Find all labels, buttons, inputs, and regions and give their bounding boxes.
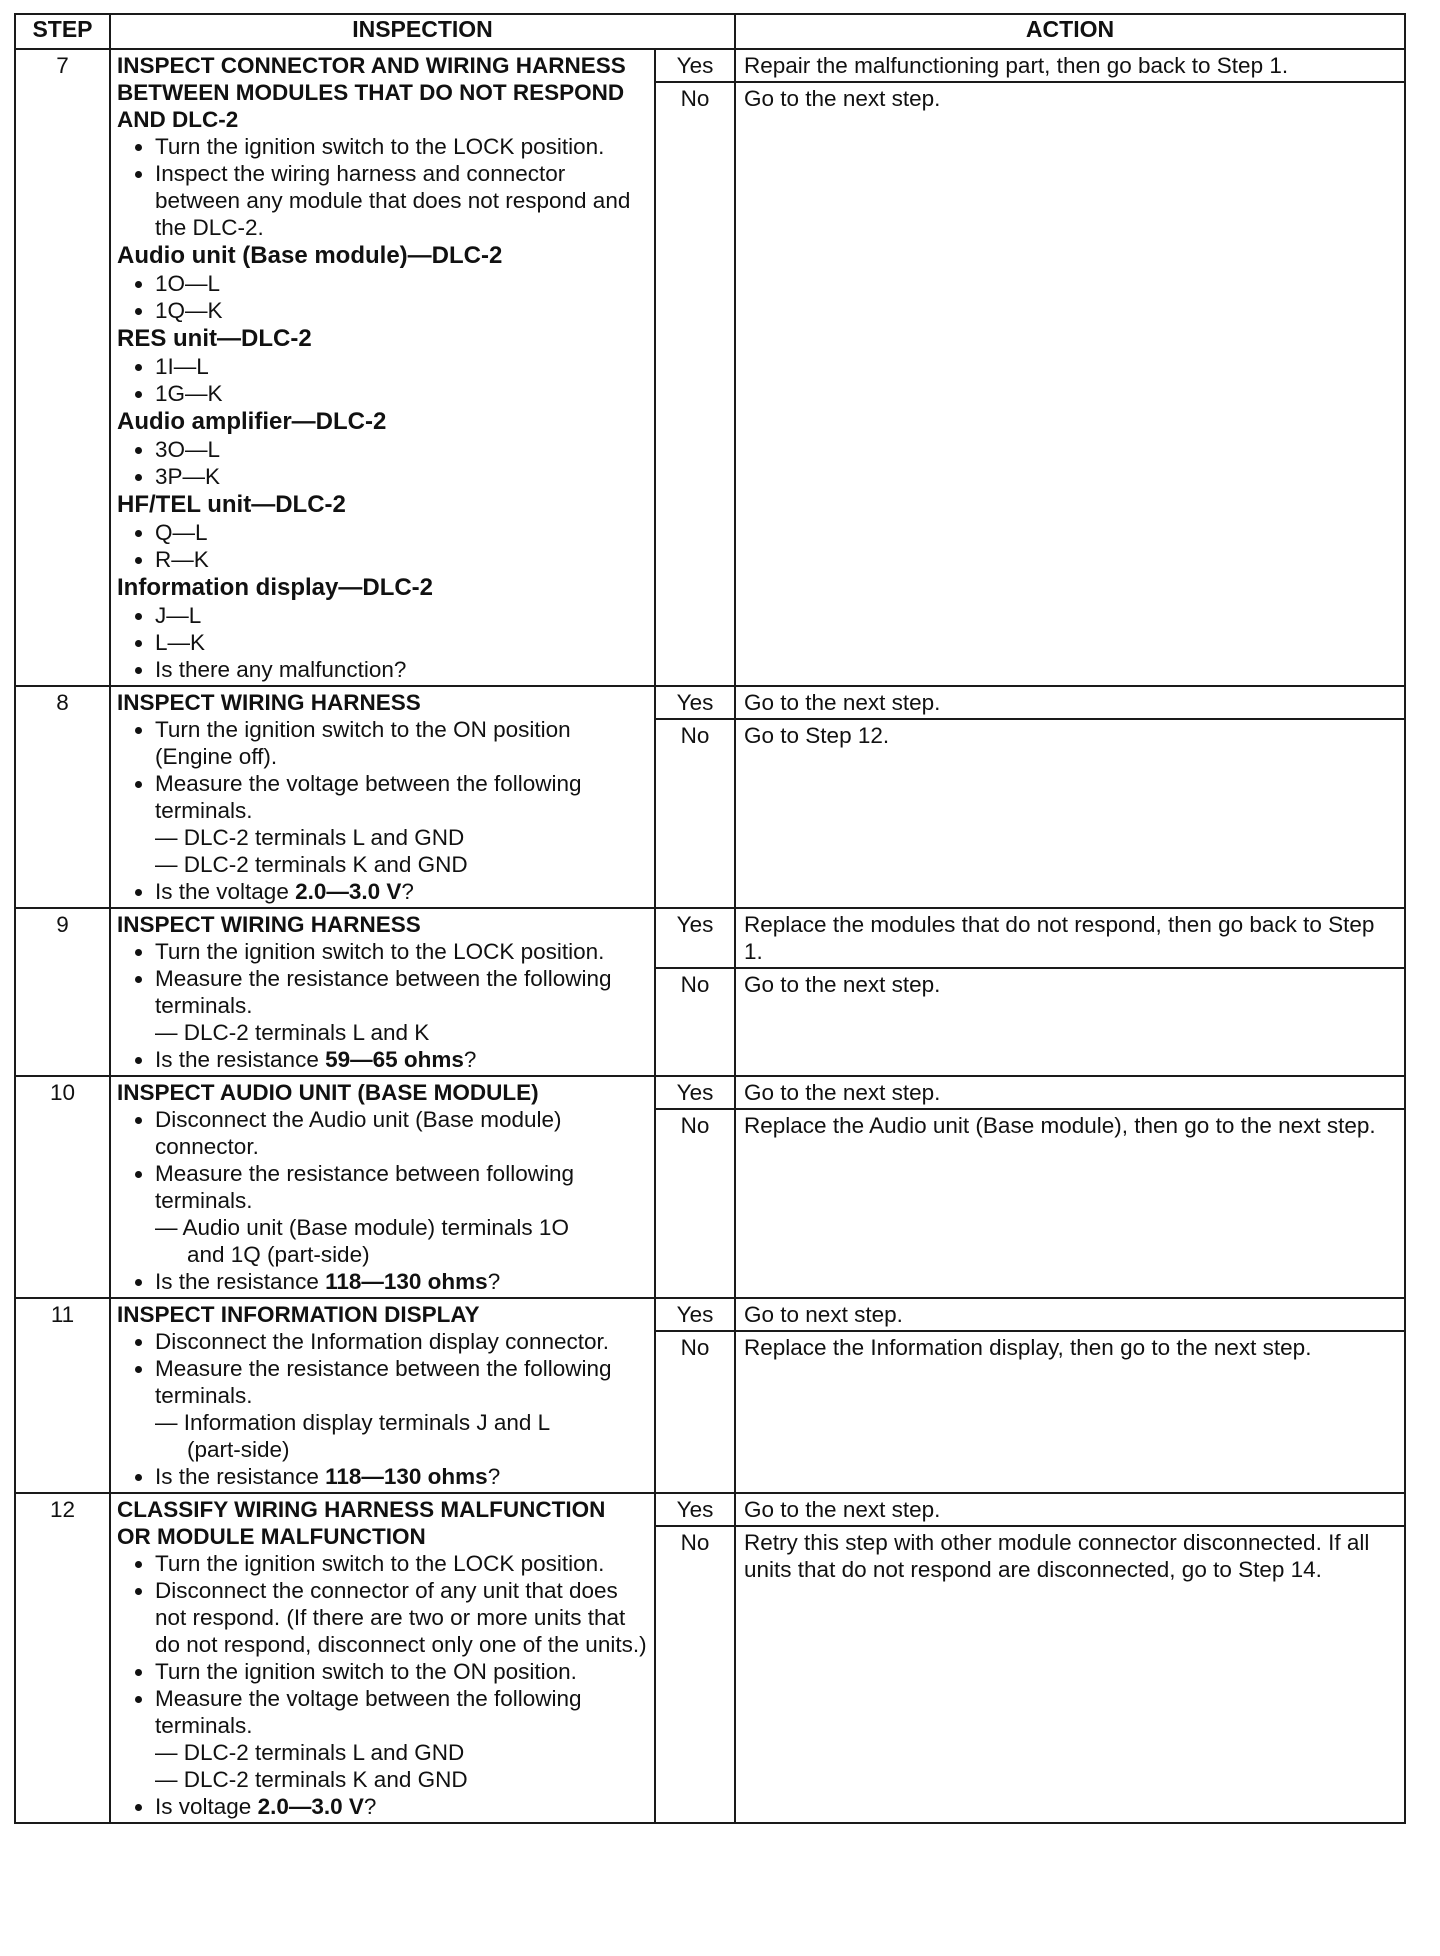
bullet-list (117, 1328, 648, 1490)
bullet-item: • Turn the ignition switch to the LOCK position. (155, 1550, 648, 1577)
step-7-yes-row (15, 49, 1405, 82)
yes-action: Repair the malfunctioning part, then go back to Step 1. (735, 49, 1405, 82)
step-9-yes-row (15, 908, 1405, 968)
bullet-item: • Disconnect the Information display connector. (155, 1328, 648, 1355)
bullet-item: • Turn the ignition switch to the ON position. (155, 1658, 648, 1685)
bullet-text: Measure the voltage between the following terminals. (155, 1686, 582, 1738)
yes-label: Yes (655, 49, 735, 82)
no-label: No (655, 1109, 735, 1298)
question-item (155, 878, 648, 905)
bullet-item: • 3O—L (155, 436, 648, 463)
no-label: No (655, 82, 735, 686)
bullet-list (117, 353, 648, 407)
no-action: Go to the next step. (735, 968, 1405, 1076)
step-title: INSPECT WIRING HARNESS (117, 690, 421, 715)
yes-label: Yes (655, 1076, 735, 1109)
diagnostic-procedure-page (14, 13, 1404, 1824)
dash-item: — DLC-2 terminals L and GND (155, 825, 465, 850)
bullet-item: • Turn the ignition switch to the LOCK position. (155, 133, 648, 160)
no-label: No (655, 968, 735, 1076)
step-title: CLASSIFY WIRING HARNESS MALFUNCTION OR MODULE MALFUNCTION (117, 1497, 606, 1549)
step-11-inspection (110, 1298, 655, 1493)
question-item (155, 1046, 648, 1073)
group-heading: Information display—DLC-2 (117, 574, 434, 601)
no-label: No (655, 1331, 735, 1493)
spec-value: 59—65 ohms (325, 1047, 464, 1072)
group-heading: RES unit—DLC-2 (117, 325, 312, 352)
step-title: INSPECT INFORMATION DISPLAY (117, 1302, 480, 1327)
step-title: INSPECT WIRING HARNESS (117, 912, 421, 937)
no-label: No (655, 1526, 735, 1823)
bullet-item: • 1O—L (155, 270, 648, 297)
bullet-list (117, 716, 648, 905)
header-action: ACTION (735, 14, 1405, 49)
bullet-item: • 1Q—K (155, 297, 648, 324)
question-text: Is the voltage (155, 879, 296, 904)
step-number: 9 (15, 908, 110, 1076)
step-title: INSPECT AUDIO UNIT (BASE MODULE) (117, 1080, 539, 1105)
bullet-text: Measure the voltage between the following terminals. (155, 771, 582, 823)
question-text: Is voltage (155, 1794, 258, 1819)
spec-value: 2.0—3.0 V (257, 1794, 364, 1819)
yes-action: Go to the next step. (735, 1493, 1405, 1526)
step-10-yes-row (15, 1076, 1405, 1109)
bullet-item: • J—L (155, 602, 648, 629)
question-text: Is the resistance (155, 1269, 326, 1294)
question-item (155, 1793, 648, 1820)
step-12-yes-row (15, 1493, 1405, 1526)
question-mark: ? (487, 1269, 501, 1294)
spec-value: 118—130 ohms (325, 1269, 488, 1294)
bullet-item (155, 1685, 648, 1793)
bullet-item (155, 1355, 648, 1463)
bullet-list (117, 270, 648, 324)
step-number: 7 (15, 49, 110, 686)
step-12-inspection (110, 1493, 655, 1823)
question-text: Is the resistance (155, 1464, 326, 1489)
question-mark: ? (401, 879, 414, 904)
step-9-inspection (110, 908, 655, 1076)
dash-item-continued: and 1Q (part-side) (187, 1242, 370, 1267)
no-action: Replace the Information display, then go to the next step. (735, 1331, 1405, 1493)
table-header-row (15, 14, 1405, 49)
step-10-inspection (110, 1076, 655, 1298)
yes-label: Yes (655, 1298, 735, 1331)
bullet-item: • Turn the ignition switch to the ON position (Engine off). (155, 716, 648, 770)
bullet-item (155, 965, 648, 1046)
question-item (155, 1463, 648, 1490)
bullet-list (117, 1550, 648, 1820)
bullet-item: • Inspect the wiring harness and connector between any module that does not respond and the DLC-2. (155, 160, 648, 241)
no-action: Go to the next step. (735, 82, 1405, 686)
bullet-item: • 1I—L (155, 353, 648, 380)
step-title: INSPECT CONNECTOR AND WIRING HARNESS BETWEEN MODULES THAT DO NOT RESPOND AND DLC-2 (117, 53, 626, 132)
question-text: Is the resistance (155, 1047, 326, 1072)
group-heading: HF/TEL unit—DLC-2 (117, 491, 346, 518)
yes-label: Yes (655, 1493, 735, 1526)
question-mark: ? (463, 1047, 477, 1072)
yes-label: Yes (655, 908, 735, 968)
bullet-list (117, 519, 648, 573)
yes-action: Go to the next step. (735, 686, 1405, 719)
bullet-item: • Q—L (155, 519, 648, 546)
bullet-item: • R—K (155, 546, 648, 573)
bullet-list (117, 938, 648, 1073)
no-action: Replace the Audio unit (Base module), then go to the next step. (735, 1109, 1405, 1298)
step-7-inspection (110, 49, 655, 686)
question-mark: ? (487, 1464, 501, 1489)
dash-item-continued: (part-side) (187, 1437, 290, 1462)
dash-item: — DLC-2 terminals K and GND (155, 1767, 468, 1792)
bullet-text: Measure the resistance between the following terminals. (155, 966, 612, 1018)
bullet-list (117, 602, 648, 683)
question-item (155, 1268, 648, 1295)
group-heading: Audio unit (Base module)—DLC-2 (117, 242, 503, 269)
step-number: 11 (15, 1298, 110, 1493)
step-number: 12 (15, 1493, 110, 1823)
bullet-item: • L—K (155, 629, 648, 656)
bullet-item: • Is there any malfunction? (155, 656, 648, 683)
bullet-text: Measure the resistance between following terminals. (155, 1161, 574, 1213)
dash-item: — DLC-2 terminals K and GND (155, 852, 468, 877)
spec-value: 2.0—3.0 V (295, 879, 402, 904)
step-11-yes-row (15, 1298, 1405, 1331)
step-8-inspection (110, 686, 655, 908)
bullet-item: • Turn the ignition switch to the LOCK position. (155, 938, 648, 965)
yes-action: Replace the modules that do not respond, then go back to Step 1. (735, 908, 1405, 968)
bullet-item: • 3P—K (155, 463, 648, 490)
bullet-list (117, 436, 648, 490)
bullet-list (117, 133, 648, 241)
bullet-item: • Disconnect the Audio unit (Base module) connector. (155, 1106, 648, 1160)
bullet-item (155, 770, 648, 878)
no-action: Go to Step 12. (735, 719, 1405, 908)
yes-label: Yes (655, 686, 735, 719)
diagnostic-table (14, 13, 1406, 1824)
spec-value: 118—130 ohms (325, 1464, 488, 1489)
step-number: 10 (15, 1076, 110, 1298)
dash-item: — DLC-2 terminals L and K (155, 1020, 430, 1045)
bullet-item (155, 1160, 648, 1268)
question-mark: ? (363, 1794, 377, 1819)
step-number: 8 (15, 686, 110, 908)
group-heading: Audio amplifier—DLC-2 (117, 408, 387, 435)
dash-item: — DLC-2 terminals L and GND (155, 1740, 465, 1765)
bullet-item: • 1G—K (155, 380, 648, 407)
bullet-list (117, 1106, 648, 1295)
yes-action: Go to the next step. (735, 1076, 1405, 1109)
step-8-yes-row (15, 686, 1405, 719)
header-step: STEP (15, 14, 110, 49)
dash-item: — Audio unit (Base module) terminals 1O (155, 1215, 569, 1240)
no-action: Retry this step with other module connector disconnected. If all units that do not respond are disconnected, go to Step 14. (735, 1526, 1405, 1823)
bullet-text: Measure the resistance between the following terminals. (155, 1356, 612, 1408)
no-label: No (655, 719, 735, 908)
yes-action: Go to next step. (735, 1298, 1405, 1331)
dash-item: — Information display terminals J and L (155, 1410, 551, 1435)
bullet-item: • Disconnect the connector of any unit that does not respond. (If there are two or more units that do not respond, disconnect only one of the units.) (155, 1577, 648, 1658)
header-inspection: INSPECTION (110, 14, 735, 49)
